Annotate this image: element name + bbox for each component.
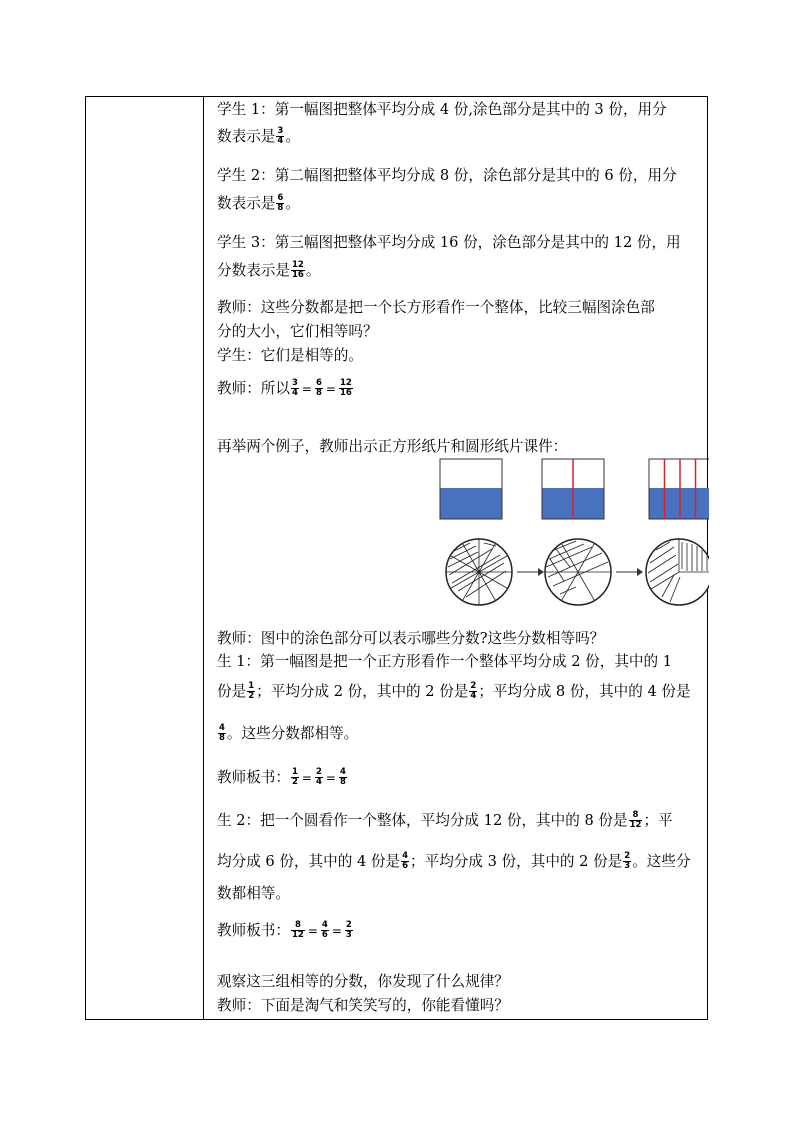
student2-line2: 数表示是 $\frac{6}{8}$ 。: [217, 192, 300, 213]
circle-figure-1: [446, 539, 512, 605]
student3-line2: 分数表示是 $\frac{12}{16}$ 。: [217, 259, 321, 280]
fraction-2-3: $\frac{2}{3}$: [345, 919, 352, 940]
fraction-1-2: $\frac{1}{2}$: [291, 766, 298, 787]
student1-line1: 学生 1：第一幅图把整体平均分成 4 份,涂色部分是其中的 3 份，用分: [217, 101, 667, 118]
left-column: [86, 97, 204, 1019]
fraction-4-6: $\frac{4}{6}$: [402, 850, 408, 871]
fraction-3-4: $\frac{3}{4}$: [291, 377, 298, 398]
student2-line1: 学生 2：第二幅图把整体平均分成 8 份，涂色部分是其中的 6 份，用分: [217, 167, 677, 184]
gen2-line2: 均分成 6 份，其中的 4 份是 $\frac{4}{6}$ ；平均分成 3 份，其中的 2 份是 $\frac{2}{3}$ 。这些分: [217, 850, 691, 871]
teacher-question-2: 教师：图中的涂色部分可以表示哪些分数?这些分数相等吗？: [217, 630, 605, 647]
arrow-2: [616, 568, 643, 576]
example-intro: 再举两个例子，教师出示正方形纸片和圆形纸片课件：: [217, 438, 568, 455]
content-column: [204, 97, 707, 1019]
fraction-1-2: $\frac{1}{2}$: [248, 680, 255, 701]
fraction-2-4: $\frac{2}{4}$: [315, 766, 322, 787]
board-1: 教师板书： $\frac{1}{2}$ = $\frac{2}{4}$ = $\frac{4}{8}$: [217, 766, 346, 787]
student3-line1: 学生 3：第三幅图把整体平均分成 16 份，涂色部分是其中的 12 份，用: [217, 234, 681, 251]
circle-figure-2: [545, 539, 611, 605]
gen2-line1: 生 2：把一个圆看作一个整体，平均分成 12 份，其中的 8 份是 $\frac{8}{12}$ ；平: [217, 809, 673, 830]
square-figure-3: [649, 459, 709, 519]
fraction-8-12: $\frac{8}{12}$: [629, 809, 642, 830]
fraction-4-8: $\frac{4}{8}$: [339, 766, 346, 787]
teacher-final: 教师：下面是淘气和笑笑写的，你能看懂吗？: [217, 997, 509, 1014]
gen1-line1: 生 1：第一幅图是把一个正方形看作一个整体平均分成 2 份，其中的 1: [217, 653, 673, 670]
fraction-4-6: $\frac{4}{6}$: [321, 919, 328, 940]
fraction-3-4: $\frac{3}{4}$: [277, 125, 284, 146]
arrow-1: [517, 568, 544, 576]
fraction-4-8: $\frac{4}{8}$: [219, 722, 225, 743]
teacher-question-line1: 教师：这些分数都是把一个长方形看作一个整体，比较三幅图涂色部: [217, 299, 655, 316]
student-answer: 学生：它们是相等的。: [217, 347, 363, 364]
observation-question: 观察这三组相等的分数，你发现了什么规律？: [217, 973, 509, 990]
square-figure-2: [542, 459, 604, 519]
fraction-2-4: $\frac{2}{4}$: [470, 680, 477, 701]
student1-line2: 数表示是 $\frac{3}{4}$ 。: [217, 125, 300, 146]
fraction-8-12: $\frac{8}{12}$: [291, 919, 304, 940]
fraction-2-3: $\frac{2}{3}$: [624, 850, 631, 871]
gen1-line3: $\frac{4}{8}$ 。这些分数都相等。: [219, 722, 359, 743]
circle-figure-3: [646, 539, 709, 605]
teacher-conclusion: 教师：所以 $\frac{3}{4}$ = $\frac{6}{8}$ = $\frac{12}{16}$: [217, 377, 352, 398]
teacher-question-line2: 分的大小，它们相等吗？: [217, 323, 378, 340]
fraction-6-8: $\frac{6}{8}$: [315, 377, 322, 398]
fraction-12-16: $\frac{12}{16}$: [291, 259, 304, 280]
fraction-6-8: $\frac{6}{8}$: [277, 192, 284, 213]
lesson-table: [85, 96, 708, 1020]
gen1-line2: 份是 $\frac{1}{2}$ ；平均分成 2 份，其中的 2 份是 $\frac{2}{4}$ ；平均分成 8 份，其中的 4 份是: [217, 680, 691, 701]
square-figure-1: [440, 459, 502, 519]
fraction-12-16: $\frac{12}{16}$: [339, 377, 352, 398]
gen2-line3: 数都相等。: [217, 885, 290, 902]
board-2: 教师板书： $\frac{8}{12}$ = $\frac{4}{6}$ = $\frac{2}{3}$: [217, 919, 352, 940]
